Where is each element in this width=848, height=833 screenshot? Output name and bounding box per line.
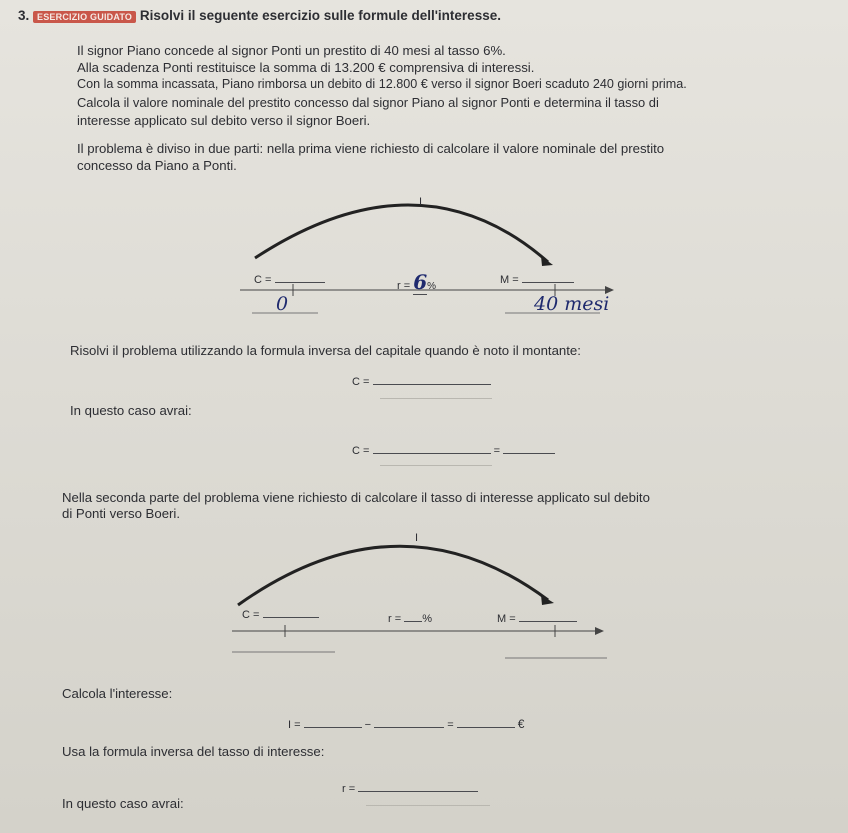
- rate-value-hand-1: 6: [413, 270, 428, 294]
- interest-mark-1: I: [419, 196, 423, 208]
- part2-line: di Ponti verso Boeri.: [62, 506, 181, 521]
- part1-instruction: Risolvi il problema utilizzando la formula inversa del capitale quando è noto il montante:: [70, 343, 581, 358]
- intro-line: Il problema è diviso in due parti: nella prima viene richiesto di calcolare il valore nominale del prestito: [77, 141, 665, 156]
- arc-arrowhead-2: [541, 595, 554, 605]
- capital-label-2: C =: [242, 605, 319, 621]
- rate-label-2: r = %: [388, 609, 432, 625]
- exercise-badge: ESERCIZIO GUIDATO: [33, 11, 136, 23]
- rate-label-1: r = 6%: [397, 270, 437, 294]
- capital-calculation: C = =: [352, 441, 555, 457]
- rate-denominator-line: [366, 805, 490, 806]
- end-value-hand-1: 40 mesi: [534, 293, 610, 315]
- problem-line: Calcola il valore nominale del prestito concesso dal signor Piano al signor Ponti e determina il tasso di: [77, 95, 659, 110]
- amount-label-1: M =: [500, 270, 574, 286]
- problem-line: Alla scadenza Ponti restituisce la somma di 13.200 € comprensiva di interessi.: [77, 60, 535, 75]
- part3-in-this-case: In questo caso avrai:: [62, 796, 184, 811]
- amount-label-2: M =: [497, 609, 577, 625]
- problem-line: Il signor Piano concede al signor Ponti un prestito di 40 mesi al tasso 6%.: [77, 43, 506, 58]
- inverse-rate-title: Usa la formula inversa del tasso di interesse:: [62, 744, 325, 759]
- interest-calculation: I = − = €: [288, 717, 525, 731]
- interest-mark-2: I: [415, 532, 419, 544]
- exercise-title: Risolvi il seguente esercizio sulle formule dell'interesse.: [139, 8, 501, 23]
- problem-line: Con la somma incassata, Piano rimborsa un debito di 12.800 € verso il signor Boeri scaduto 240 giorni prima.: [77, 77, 687, 91]
- rate-formula: r =: [342, 779, 478, 795]
- exercise-number: 3.: [18, 8, 30, 23]
- part2-line: Nella seconda parte del problema viene richiesto di calcolare il tasso di interesse applicato sul debito: [62, 490, 650, 505]
- capital-formula: C =: [352, 372, 491, 388]
- capital-label-1: C =: [254, 270, 325, 286]
- interest-title: Calcola l'interesse:: [62, 686, 173, 701]
- start-value-hand-1: 0: [276, 293, 289, 315]
- timeline-axis-arrow-2: [595, 627, 604, 635]
- part1-in-this-case: In questo caso avrai:: [70, 403, 192, 418]
- arc-arrow-2: [238, 546, 548, 605]
- intro-line: concesso da Piano a Ponti.: [77, 158, 237, 173]
- problem-line: interesse applicato sul debito verso il signor Boeri.: [77, 113, 371, 128]
